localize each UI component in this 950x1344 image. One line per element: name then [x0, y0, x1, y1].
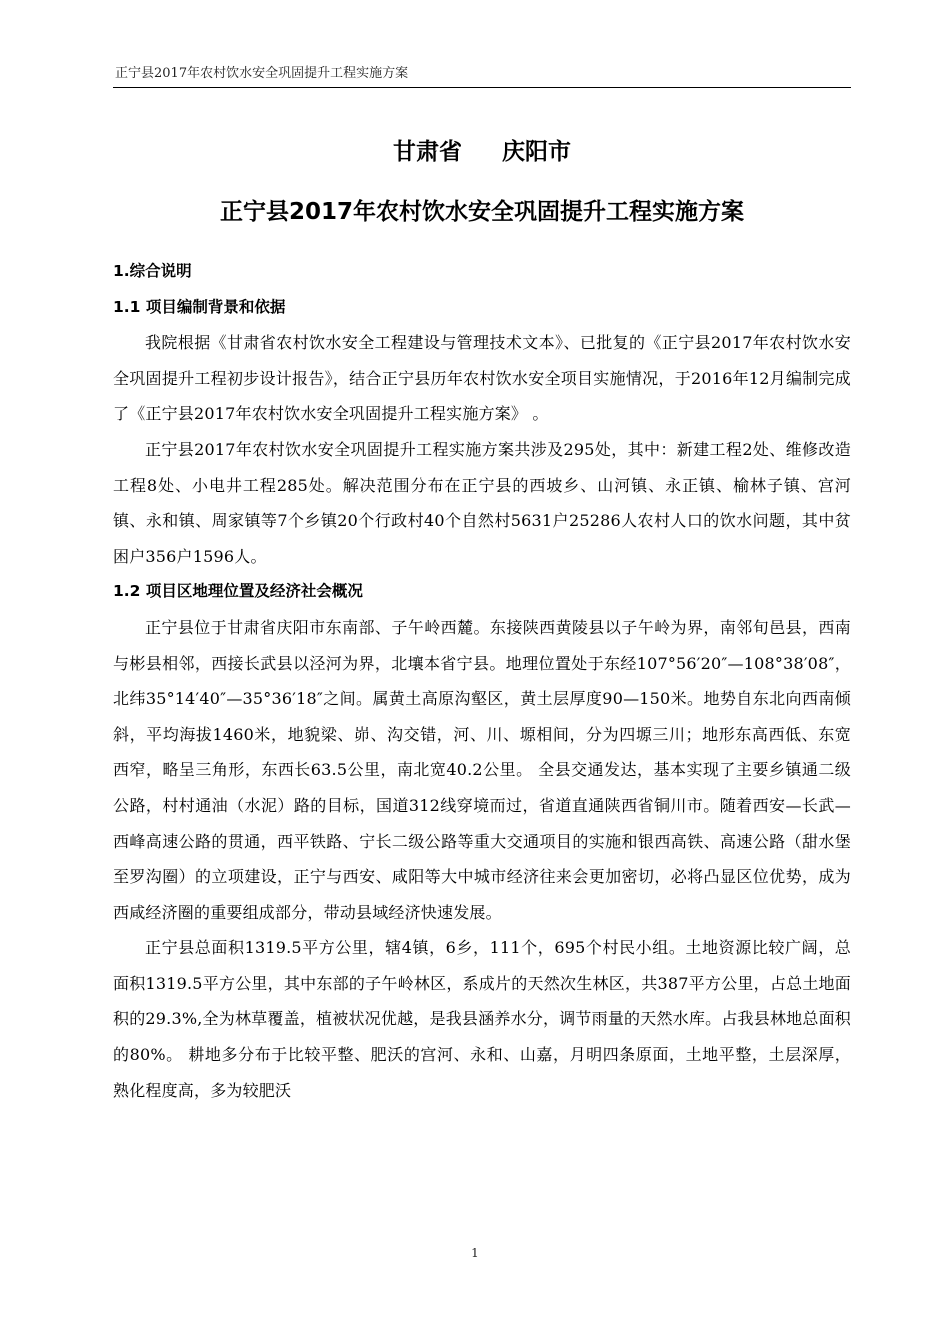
page-number: 1	[471, 1246, 479, 1260]
document-body	[113, 254, 851, 1108]
title-province: 甘肃省	[393, 139, 462, 165]
document-title: 正宁县2017年农村饮水安全巩固提升工程实施方案	[219, 199, 744, 225]
section-heading-1: 1.综合说明	[113, 262, 192, 280]
section-heading-1-1: 1.1 项目编制背景和依据	[113, 297, 286, 316]
paragraph-1-1-a: 我院根据《甘肃省农村饮水安全工程建设与管理技术文本》、已批复的《正宁县2017年农村饮水安全巩固提升工程初步设计报告》，结合正宁县历年农村饮水安全项目实施情况，于2016年12月编制完成了《正宁县2017年农村饮水安全巩固提升工程实施方案》 。	[113, 333, 851, 424]
title-city: 庆阳市	[502, 139, 571, 165]
title-location	[113, 136, 851, 168]
paragraph-1-2-a: 正宁县位于甘肃省庆阳市东南部、子午岭西麓。东接陕西黄陵县以子午岭为界，南邻旬邑县，西南与彬县相邻，西接长武县以泾河为界，北壤本省宁县。地理位置处于东经107°56′20″—108°38′08″，北纬35°14′40″—35°36′18″之间。属黄土高原沟壑区，黄土层厚度90—150米。地势自东北向西南倾斜，平均海拔1460米，地貌梁、峁、沟交错，河、川、塬相间，分为四塬三川；地形东高西低、东宽西窄，略呈三角形，东西长63.5公里，南北宽40.2公里。 全县交通发达，基本实现了主要乡镇通二级公路，村村通油（水泥）路的目标，国道312线穿境而过，省道直通陕西省铜川市。随着西安—长武—西峰高速公路的贯通，西平铁路、宁长二级公路等重大交通项目的实施和银西高铁、高速公路（甜水堡至罗沟圈）的立项建设，正宁与西安、咸阳等大中城市经济往来会更加密切，必将凸显区位优势，成为西咸经济圈的重要组成部分，带动县域经济快速发展。	[113, 617, 851, 922]
paragraph-1-1-b: 正宁县2017年农村饮水安全巩固提升工程实施方案共涉及295处，其中：新建工程2处、维修改造工程8处、小电井工程285处。解决范围分布在正宁县的西坡乡、山河镇、永正镇、榆林子镇、宫河镇、永和镇、周家镇等7个乡镇20个行政村40个自然村5631户25286人农村人口的饮水问题，其中贫困户356户1596人。	[113, 439, 851, 566]
header-rule	[113, 87, 851, 88]
section-heading-1-2: 1.2 项目区地理位置及经济社会概况	[113, 582, 363, 601]
paragraph-1-2-b: 正宁县总面积1319.5平方公里，辖4镇，6乡，111个，695个村民小组。土地资源比较广阔，总面积1319.5平方公里，其中东部的子午岭林区，系成片的天然次生林区，共387平方公里，占总土地面积的29.3%,全为林草覆盖，植被状况优越，是我县涵养水分，调节雨量的天然水库。占我县林地总面积的80%。 耕地多分布于比较平整、肥沃的宫河、永和、山嘉，月明四条原面，土地平整，土层深厚，熟化程度高，多为较肥沃	[113, 938, 851, 1100]
running-header: 正宁县2017年农村饮水安全巩固提升工程实施方案	[115, 66, 409, 81]
